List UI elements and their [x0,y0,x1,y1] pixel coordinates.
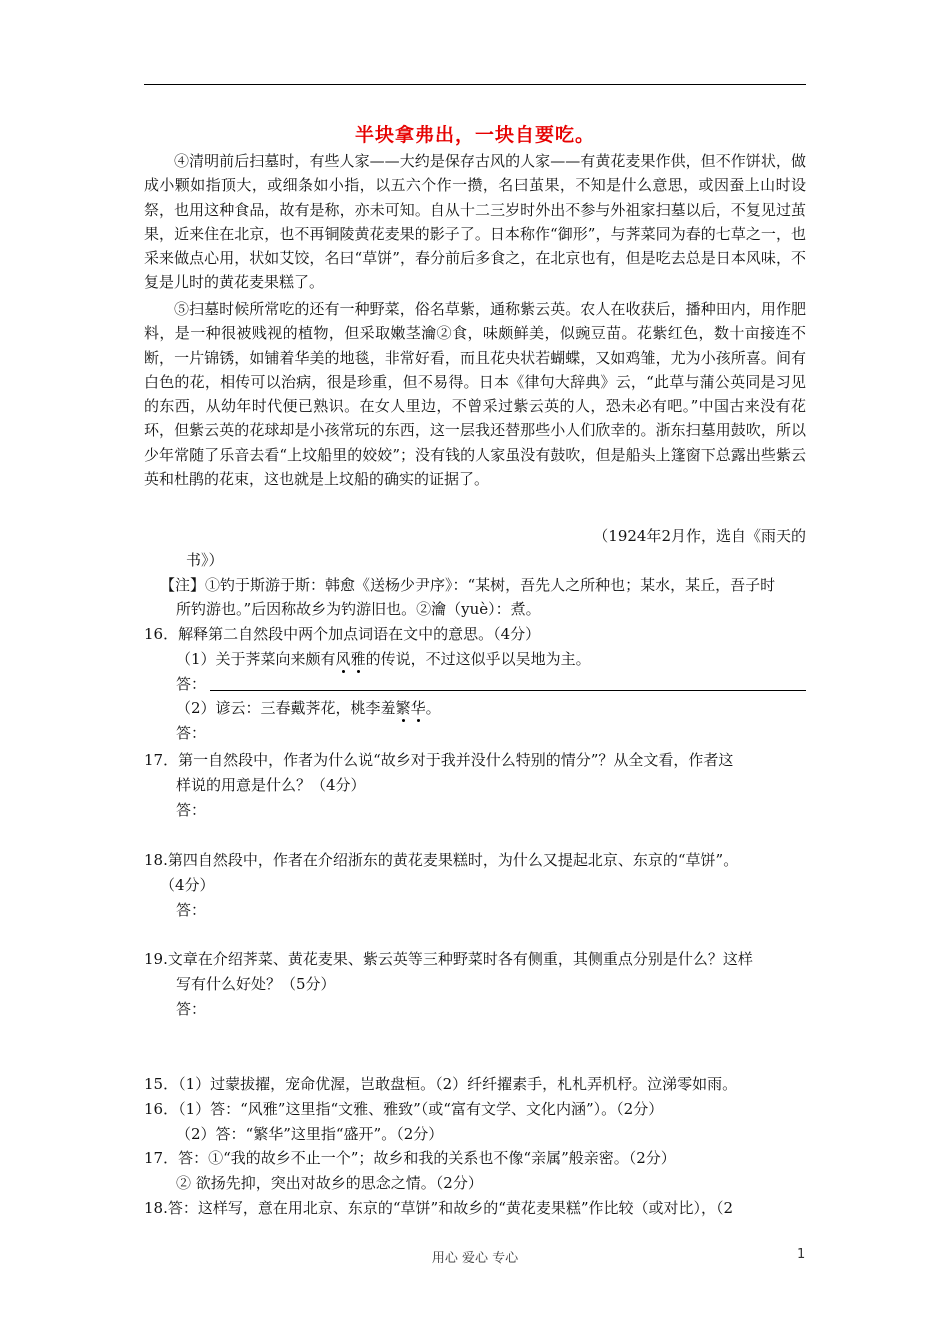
q16-2-text-end: 。 [425,699,441,717]
answer-18: 18.答：这样写，意在用北京、东京的“草饼”和故乡的“黄花麦果糕”作比较（或对比），（2 [144,1199,734,1217]
page-number: 1 [797,1247,806,1262]
note-line-1: 【注】①钓于斯游于斯：韩愈《送杨少尹序》：“某树，吾先人之所种也；某水，某丘，吾子时 [160,576,776,594]
page-title: 半块拿弗出，一块自要吃。 [354,124,595,146]
question-16-1 [176,649,806,669]
dotted-char: 繁 [395,699,411,717]
answer-label-16-2: 答： [176,724,207,742]
source-line-1: （1924年2月作，选自《雨天的 [593,527,806,545]
question-19-line-1: 19.文章在介绍荠菜、黄花麦果、紫云英等三种野菜时各有侧重，其侧重点分别是什么？这样 [144,950,753,968]
question-16: 16．解释第二自然段中两个加点词语在文中的意思。（4分） [144,625,541,643]
answer-16-1: 16．（1）答：“风雅”这里指“文雅、雅致”（或“富有文学、文化内涵”）。（2分） [144,1100,664,1118]
q16-2-text: （2）谚云：三春戴荠花，桃李羞 [176,699,396,717]
dotted-char: 雅 [350,650,366,668]
dotted-char: 华 [410,699,426,717]
answer-label-18: 答： [176,901,207,919]
answer-label-16-1: 答： [176,675,207,693]
page-footer: 用心 爱心 专心 [431,1251,519,1266]
question-16-2 [176,698,806,718]
note-line-2: 所钓游也。”后因称故乡为钓游旧也。②瀹（yuè）：煮。 [176,600,541,618]
question-17-line-2: 样说的用意是什么？（4分） [176,776,366,794]
q16-1-text: （1）关于荠菜向来颇有 [176,650,336,668]
question-18-line-1: 18.第四自然段中，作者在介绍浙东的黄花麦果糕时，为什么又提起北京、东京的“草饼”。 [144,851,739,869]
answer-17-1: 17．答：①“我的故乡不止一个”；故乡和我的关系也不像“亲属”般亲密。（2分） [144,1149,676,1167]
question-17-line-1: 17．第一自然段中，作者为什么说“故乡对于我并没什么特别的情分”？从全文看，作者这 [144,751,734,769]
answer-label-19: 答： [176,1000,207,1018]
header-rule [144,84,806,85]
q16-1-text-end: 的传说，不过这似乎以吴地为主。 [365,650,591,668]
paragraph-5: ⑤扫墓时候所常吃的还有一种野菜，俗名草紫，通称紫云英。农人在收获后，播种田内，用作肥料，是一种很被贱视的植物，但采取嫩茎瀹②食，味颇鲜美，似豌豆苗。花紫红色，数十亩接连不断，一片锦锈，如铺着华美的地毯，非常好看，而且花央状若蝴蝶，又如鸡雏，尤为小孩所喜。间有白色的花，相传可以治病，很是珍重，但不易得。日本《律句大辞典》云，“此草与蒲公英同是习见的东西，从幼年时代便已熟识。在女人里边，不曾采过紫云英的人，恐未必有吧。”中国古来没有花环，但紫云英的花球却是小孩常玩的东西，这一层我还替那些小人们欣幸的。浙东扫墓用鼓吹，所以少年常随了乐音去看“上坟船里的姣姣”；没有钱的人家虽没有鼓吹，但是船头上篷窗下总露出些紫云英和杜鹃的花束，这也就是上坟船的确实的证据了。 [144,300,806,489]
answer-16-2: （2）答：“繁华”这里指“盛开”。（2分） [176,1125,444,1143]
paragraph-4: ④清明前后扫墓时，有些人家——大约是保存古风的人家——有黄花麦果作供，但不作饼状，做成小颗如指顶大，或细条如小指，以五六个作一攒，名曰茧果，不知是什么意思，或因蚕上山时设祭，也用这种食品，故有是称，亦未可知。自从十二三岁时外出不参与外祖家扫墓以后，不复见过茧果，近来住在北京，也不再铜陵黄花麦果的影子了。日本称作“御形”，与荠菜同为春的七草之一，也采来做点心用，状如艾饺，名曰“草饼”，春分前后多食之，在北京也有，但是吃去总是日本风味，不复是儿时的黄花麦果糕了。 [144,152,806,292]
answer-15: 15．（1）过蒙拔擢，宠命优渥，岂敢盘桓。（2）纤纤擢素手，札札弄机杼。泣涕零如雨。 [144,1075,738,1093]
source-line-2: 书》） [186,551,224,569]
question-18-line-2: （4分） [160,876,215,894]
answer-label-17: 答： [176,801,207,819]
question-19-line-2: 写有什么好处？（5分） [176,975,336,993]
answer-underline [210,690,806,691]
dotted-char: 风 [335,650,351,668]
answer-17-2: ② 欲扬先抑，突出对故乡的思念之情。（2分） [176,1174,483,1192]
